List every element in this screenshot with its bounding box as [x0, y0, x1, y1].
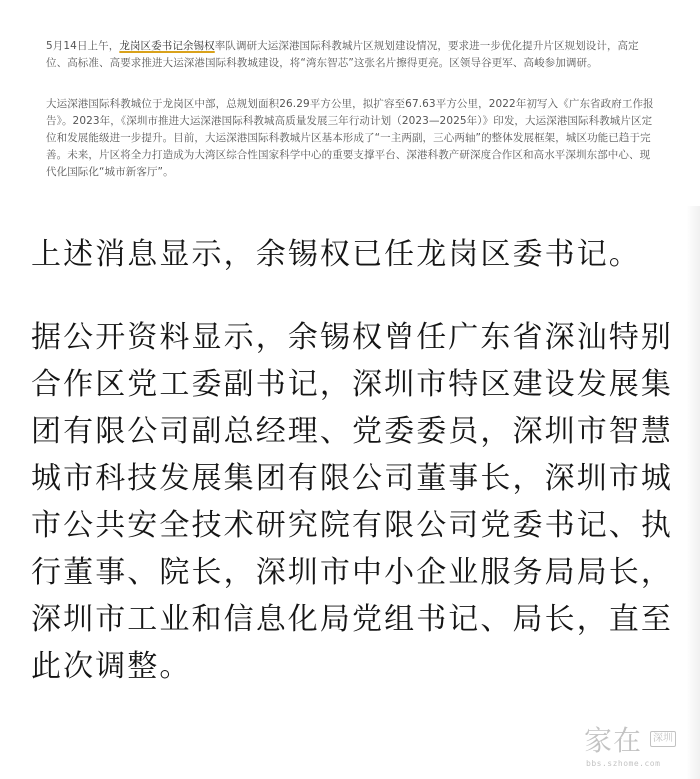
watermark-url: bbs.szhome.com — [586, 759, 661, 768]
excerpt-p1-lead: 5月14日上午， — [46, 40, 120, 52]
article-excerpt-screenshot — [0, 0, 700, 205]
excerpt-paragraph-1 — [46, 38, 658, 72]
highlighted-title: 龙岗区委书记余锡权 — [119, 40, 215, 52]
page-edge-shadow — [686, 206, 700, 779]
commentary-body — [31, 231, 681, 690]
watermark-tag: 深圳 — [650, 731, 676, 747]
commentary-line-1: 上述消息显示，余锡权已任龙岗区委书记。 — [31, 237, 641, 272]
excerpt-p1-rest: 率队调研大运深港国际科教城片区规划建设情况，要求进一步优化提升片区规划设计，高定位、高标准、高要求推进大运深港国际科教城建设，将“湾东智芯”这张名片擦得更亮。区领导谷更军、高峻参加调研。 — [46, 40, 639, 69]
watermark-logo-text: 家在 — [584, 724, 643, 757]
excerpt-paragraph-2: 大运深港国际科教城位于龙岗区中部，总规划面积26.29平方公里，拟扩容至67.63平方公里，2022年初写入《广东省政府工作报告》。2023年，《深圳市推进大运深港国际科教城高质量发展三年行动计划（2023—2025年）》印发，大运深港国际科教城片区定位和发展能级进一步提升。目前，大运深港国际科教城片区基本形成了“一主两副，三心两轴”的整体发展框架，城区功能已趋于完善。未来，片区将全力打造成为大湾区综合性国家科学中心的重要支撑平台、深港科教产研深度合作区和高水平深圳东部中心、现代化国际化“城市新客厅”。 — [46, 98, 654, 178]
site-watermark — [584, 725, 694, 771]
commentary-paragraph: 据公开资料显示，余锡权曾任广东省深汕特别合作区党工委副书记，深圳市特区建设发展集团有限公司副总经理、党委委员，深圳市智慧城市科技发展集团有限公司董事长，深圳市城市公共安全技术研究院有限公司党委书记、执行董事、院长，深圳市中小企业服务局局长，深圳市工业和信息化局党组书记、局长，直至此次调整。 — [31, 320, 673, 684]
